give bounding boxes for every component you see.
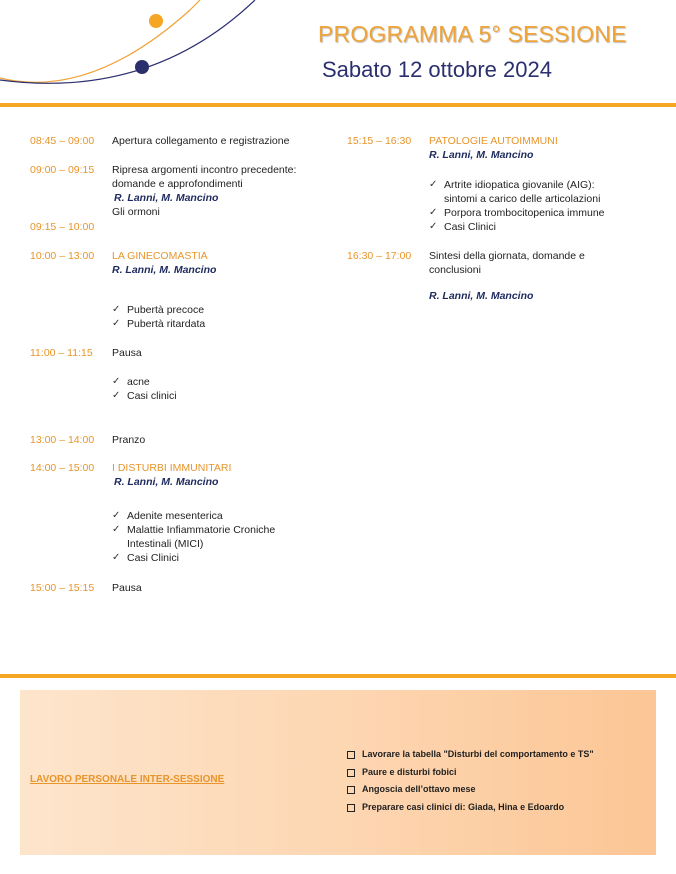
orange-dot	[149, 14, 163, 28]
session-heading: PATOLOGIE AUTOIMMUNI	[429, 135, 558, 147]
topic-item: ✓ Casi clinici	[112, 389, 177, 403]
topic-item: ✓ Pubertà ritardata	[112, 317, 205, 331]
time-slot: 13:00 – 14:00	[30, 434, 95, 446]
session-line: conclusioni	[429, 264, 481, 276]
session-block	[429, 134, 558, 162]
panel-title: LAVORO PERSONALE INTER-SESSIONE	[30, 774, 225, 785]
session-line: Gli ormoni	[112, 206, 160, 218]
session-text-block	[429, 249, 585, 277]
topic-list	[112, 303, 205, 331]
navy-dot	[135, 60, 149, 74]
topic-item: ✓ Porpora trombocitopenica immune	[429, 206, 605, 220]
session-text: Pausa	[112, 347, 142, 359]
task-item: Preparare casi clinici di: Giada, Hina e Edoardo	[347, 799, 594, 817]
session-text: Apertura collegamento e registrazione	[112, 135, 290, 147]
top-divider	[0, 103, 676, 107]
bottom-divider	[0, 674, 676, 678]
session-line: Sintesi della giornata, domande e	[429, 250, 585, 262]
time-slot: 14:00 – 15:00	[30, 462, 95, 474]
topic-list	[112, 375, 177, 403]
topic-item: ✓ acne	[112, 375, 177, 389]
session-heading: I DISTURBI IMMUNITARI	[112, 462, 232, 474]
topic-item: ✓ Pubertà precoce	[112, 303, 205, 317]
session-date: Sabato 12 ottobre 2024	[322, 57, 552, 82]
session-block	[112, 249, 216, 277]
topic-item: ✓ Adenite mesenterica	[112, 509, 275, 523]
page-title: PROGRAMMA 5° SESSIONE	[318, 21, 627, 47]
session-text: Pranzo	[112, 434, 146, 446]
time-slot: 10:00 – 13:00	[30, 250, 95, 262]
orbit-decoration	[0, 0, 300, 95]
time-slot: 09:00 – 09:15	[30, 164, 95, 176]
time-slot: 09:15 – 10:00	[30, 221, 95, 233]
speakers: R. Lanni, M. Mancino	[112, 264, 217, 276]
speakers: R. Lanni, M. Mancino	[114, 476, 219, 488]
session-heading: LA GINECOMASTIA	[112, 250, 208, 262]
topic-item: ✓ Artrite idiopatica giovanile (AIG):	[429, 178, 605, 192]
topic-item: ✓ Casi Clinici	[112, 551, 275, 565]
session-text: Pausa	[112, 582, 142, 594]
inter-session-panel	[20, 690, 656, 855]
topic-list	[112, 509, 275, 565]
speakers: R. Lanni, M. Mancino	[114, 192, 219, 204]
session-line: domande e approfondimenti	[112, 178, 243, 190]
task-item: Angoscia dell’ottavo mese	[347, 781, 594, 799]
speakers: R. Lanni, M. Mancino	[429, 149, 534, 161]
time-slot: 08:45 – 09:00	[30, 135, 95, 147]
time-slot: 15:00 – 15:15	[30, 582, 95, 594]
task-item: Paure e disturbi fobici	[347, 764, 594, 782]
time-slot: 16:30 – 17:00	[347, 250, 412, 262]
time-slot: 11:00 – 11:15	[30, 347, 93, 359]
session-block	[112, 461, 231, 489]
topic-item-continuation: Intestinali (MICI)	[127, 538, 204, 550]
topic-item-continuation: sintomi a carico delle articolazioni	[444, 193, 601, 205]
session-text-block	[112, 163, 296, 219]
task-item: Lavorare la tabella "Disturbi del comportamento e TS"	[347, 746, 594, 764]
topic-item: ✓ Malattie Infiammatorie Croniche	[112, 523, 275, 537]
time-slot: 15:15 – 16:30	[347, 135, 412, 147]
speakers: R. Lanni, M. Mancino	[429, 290, 534, 302]
topic-item: ✓ Casi Clinici	[429, 220, 605, 234]
session-line: Ripresa argomenti incontro precedente:	[112, 164, 297, 176]
task-list	[347, 746, 594, 816]
topic-list	[429, 178, 605, 234]
